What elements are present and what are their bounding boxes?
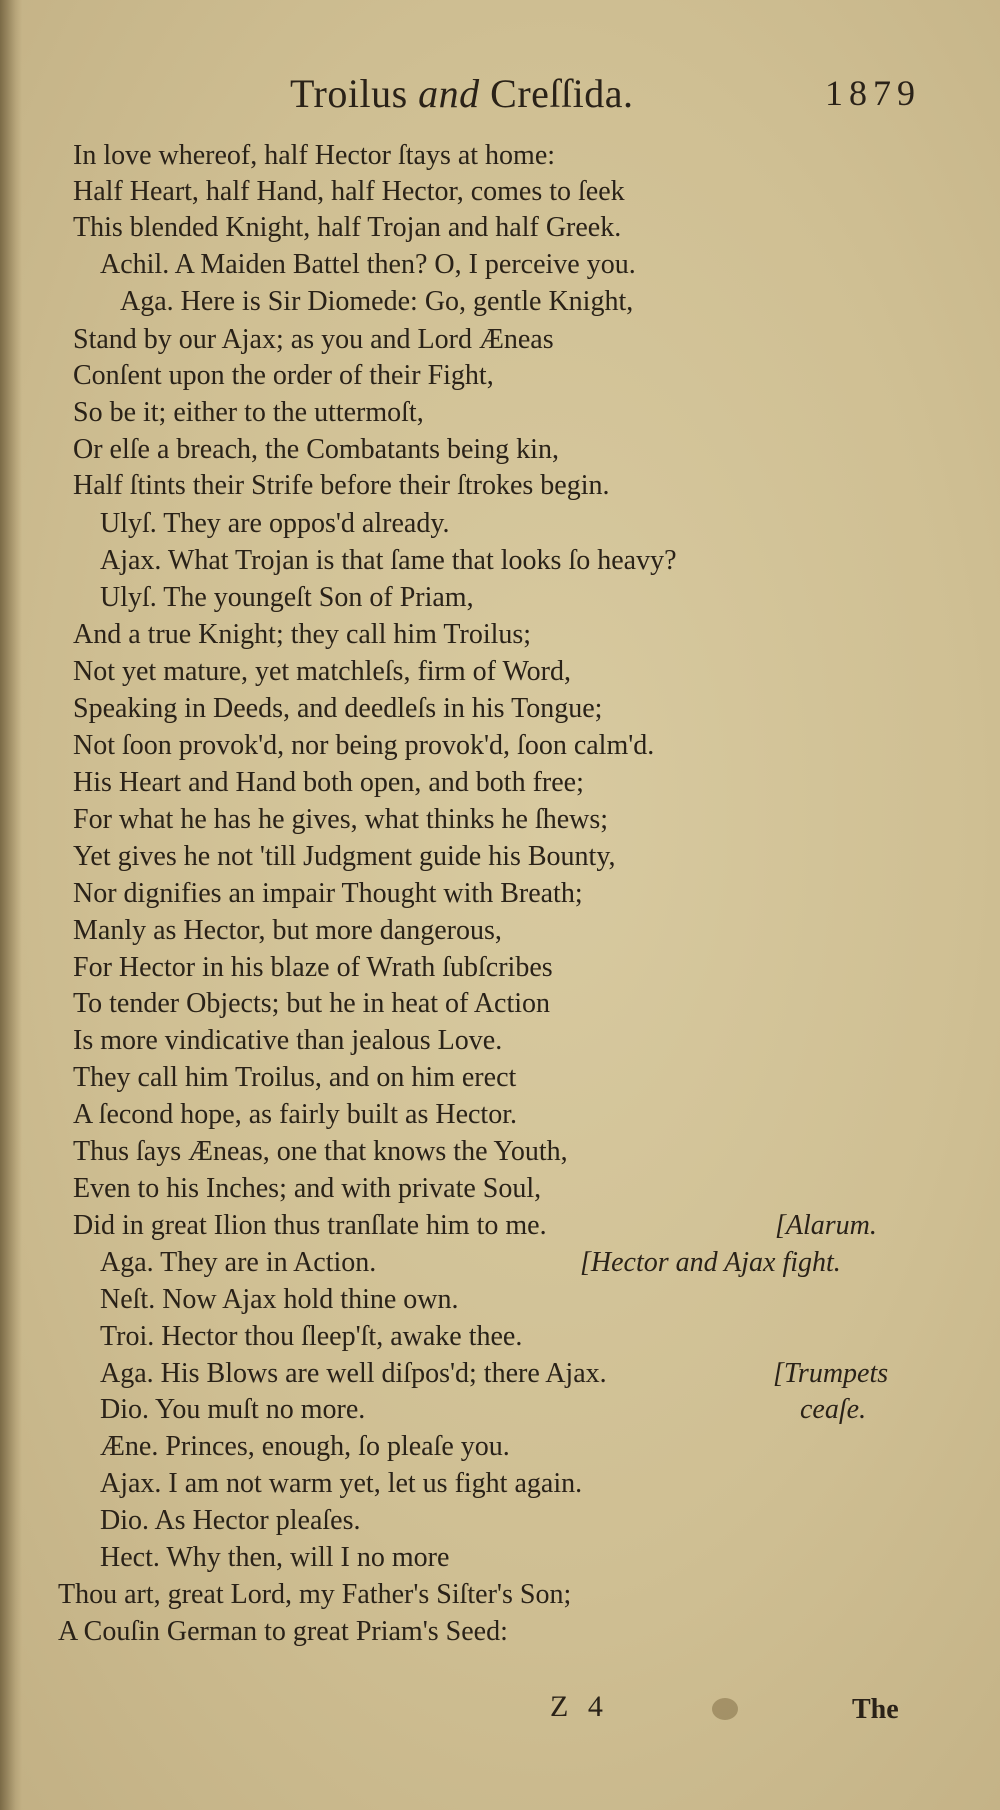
- text-line: They call him Troilus, and on him erect: [73, 1062, 517, 1093]
- text-line: Thus ſays Æneas, one that knows the Youth,: [73, 1136, 568, 1167]
- text-line: For what he has he gives, what thinks he ſhews;: [73, 804, 609, 835]
- text-line: Achil. A Maiden Battel then? O, I perceive you.: [100, 249, 636, 280]
- page-footer: [0, 1690, 1000, 1740]
- text-line: This blended Knight, half Trojan and half Greek.: [73, 212, 622, 243]
- text-line: Not yet mature, yet matchleſs, firm of Word,: [73, 656, 571, 687]
- text-line: Aga. Here is Sir Diomede: Go, gentle Knight,: [120, 286, 634, 317]
- text-line: A ſecond hope, as fairly built as Hector.: [73, 1099, 517, 1130]
- text-line: For Hector in his blaze of Wrath ſubſcribes: [73, 952, 553, 983]
- text-line: Even to his Inches; and with private Soul,: [73, 1173, 542, 1204]
- title-part-3: Creſſida.: [479, 71, 634, 116]
- text-line: Not ſoon provok'd, nor being provok'd, ſoon calm'd.: [73, 730, 655, 761]
- stage-direction-fight: [Hector and Ajax fight.: [580, 1247, 841, 1278]
- text-line: Stand by our Ajax; as you and Lord Æneas: [73, 324, 554, 355]
- text-line: Ulyſ. They are oppos'd already.: [100, 508, 450, 539]
- text-line: Ulyſ. The youngeſt Son of Priam,: [100, 582, 474, 613]
- text-line: Half Heart, half Hand, half Hector, comes to ſeek: [73, 176, 625, 207]
- text-line: Or elſe a breach, the Combatants being kin,: [73, 434, 559, 465]
- text-line: Troi. Hector thou ſleep'ſt, awake thee.: [100, 1321, 523, 1352]
- text-line: Did in great Ilion thus tranſlate him to me.: [73, 1210, 547, 1241]
- text-line: In love whereof, half Hector ſtays at home:: [73, 140, 556, 171]
- text-line: So be it; either to the uttermoſt,: [73, 397, 424, 428]
- text-line: Is more vindicative than jealous Love.: [73, 1025, 503, 1056]
- text-line: Æne. Princes, enough, ſo pleaſe you.: [100, 1431, 510, 1462]
- ink-smudge: [712, 1698, 738, 1720]
- text-line: Dio. As Hector pleaſes.: [100, 1505, 361, 1536]
- text-line: Neſt. Now Ajax hold thine own.: [100, 1284, 459, 1315]
- stage-direction-alarum: [Alarum.: [775, 1210, 877, 1241]
- catchword: The: [852, 1694, 899, 1725]
- stage-direction-trumpets: [Trumpets: [773, 1358, 889, 1389]
- text-line: A Couſin German to great Priam's Seed:: [58, 1616, 508, 1647]
- text-line: Thou art, great Lord, my Father's Siſter's Son;: [58, 1579, 572, 1610]
- text-line: Speaking in Deeds, and deedleſs in his Tongue;: [73, 693, 603, 724]
- text-line: Aga. They are in Action.: [100, 1247, 377, 1278]
- signature-mark: Z 4: [550, 1690, 609, 1723]
- text-line: To tender Objects; but he in heat of Action: [73, 988, 551, 1019]
- text-line: Ajax. What Trojan is that ſame that looks ſo heavy?: [100, 545, 677, 576]
- text-line: Aga. His Blows are well diſpos'd; there Ajax.: [100, 1358, 607, 1389]
- title-part-2: and: [418, 71, 480, 116]
- text-line: Nor dignifies an impair Thought with Breath;: [73, 878, 583, 909]
- page-number: 1879: [825, 73, 921, 113]
- text-line: Hect. Why then, will I no more: [100, 1542, 450, 1573]
- text-line: Manly as Hector, but more dangerous,: [73, 915, 502, 946]
- title-part-1: Troilus: [290, 71, 419, 116]
- text-line: His Heart and Hand both open, and both free;: [73, 767, 584, 798]
- stage-direction-cease: ceaſe.: [800, 1394, 867, 1425]
- text-line: Yet gives he not 'till Judgment guide his Bounty,: [73, 841, 616, 872]
- text-line: And a true Knight; they call him Troilus;: [73, 619, 532, 650]
- text-line: Dio. You muſt no more.: [100, 1394, 366, 1425]
- text-line: Ajax. I am not warm yet, let us fight again.: [100, 1468, 583, 1499]
- text-line: Half ſtints their Strife before their ſtrokes begin.: [73, 470, 610, 501]
- text-line: Conſent upon the order of their Fight,: [73, 360, 494, 391]
